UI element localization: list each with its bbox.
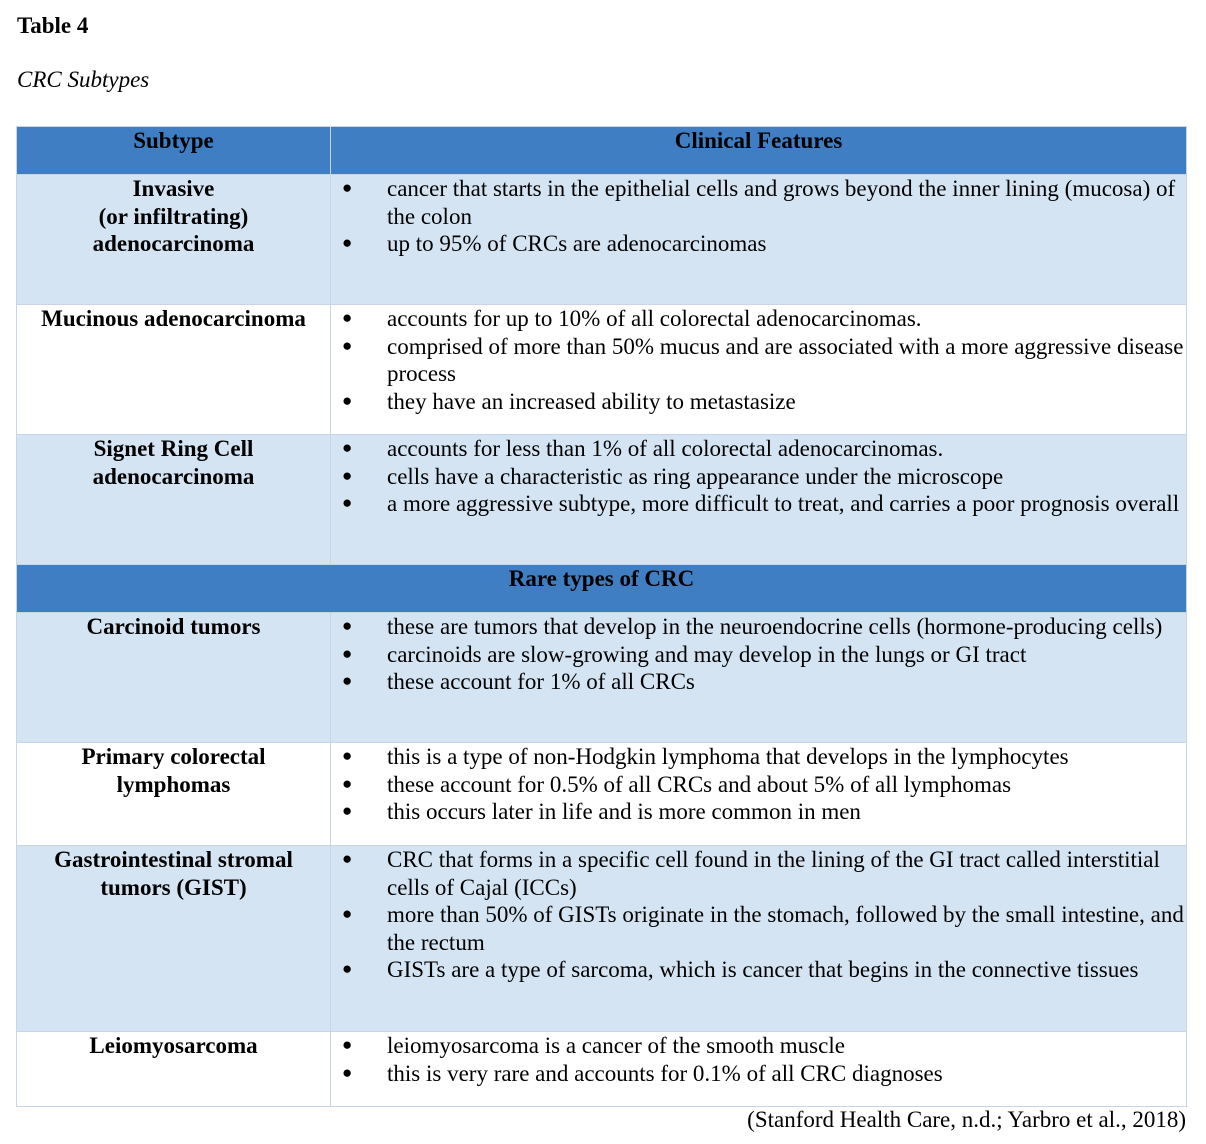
subtype-line: Primary colorectal — [81, 744, 266, 769]
feature-item: ● a more aggressive subtype, more difficult to treat, and carries a poor prognosis overall — [342, 491, 1180, 516]
feature-item: ● more than 50% of GISTs originate in the stomach, followed by the small intestine, and the rectum — [342, 902, 1184, 955]
feature-item: ● these are tumors that develop in the neuroendocrine cells (hormone-producing cells) — [342, 614, 1163, 639]
subtype-cell — [17, 846, 331, 1032]
column-header-clinical-features: Clinical Features — [331, 127, 1187, 175]
features-cell — [331, 1032, 1187, 1107]
subtype-line: Carcinoid tumors — [86, 614, 261, 639]
feature-item: ● leiomyosarcoma is a cancer of the smooth muscle — [342, 1033, 845, 1058]
bullet-icon: ● — [342, 438, 353, 457]
bullet-icon: ● — [342, 493, 353, 512]
bullet-icon: ● — [342, 801, 353, 820]
subtype-cell — [17, 613, 331, 743]
bullet-icon: ● — [342, 904, 353, 923]
feature-item: ● comprised of more than 50% mucus and are associated with a more aggressive disease process — [342, 333, 1184, 386]
subtype-line: (or infiltrating) — [98, 203, 249, 229]
bullet-icon: ● — [342, 643, 353, 663]
features-cell — [331, 743, 1187, 846]
table-row — [17, 435, 1187, 565]
bullet-icon: ● — [342, 773, 353, 793]
subtype-cell — [17, 435, 331, 565]
features-cell — [331, 435, 1187, 565]
feature-item: ● they have an increased ability to metastasize — [342, 388, 796, 414]
feature-item: ● CRC that forms in a specific cell found in the lining of the GI tract called interstitial cells of Cajal (ICCs) — [342, 847, 1160, 900]
table-row — [17, 305, 1187, 435]
subtype-cell — [17, 1032, 331, 1107]
subtype-line: lymphomas — [116, 771, 231, 797]
bullet-icon: ● — [342, 959, 353, 978]
bullet-icon: ● — [342, 849, 353, 868]
subtype-line: Leiomyosarcoma — [89, 1033, 258, 1058]
features-cell — [331, 613, 1187, 743]
bullet-icon: ● — [342, 746, 353, 765]
feature-item: ● this is a type of non-Hodgkin lymphoma that develops in the lymphocytes — [342, 744, 1069, 769]
subtype-line: adenocarcinoma — [92, 231, 255, 256]
feature-item: ● this occurs later in life and is more common in men — [342, 799, 861, 824]
section-header-rare-types: Rare types of CRC — [17, 565, 1187, 613]
subtype-line: Mucinous adenocarcinoma — [41, 306, 306, 331]
table-label: Table 4 — [17, 13, 89, 38]
feature-item: ● accounts for less than 1% of all colorectal adenocarcinomas. — [342, 436, 944, 461]
table-row — [17, 613, 1187, 743]
table-row — [17, 1032, 1187, 1107]
feature-item: ● up to 95% of CRCs are adenocarcinomas — [342, 231, 767, 256]
section-header-row — [17, 565, 1187, 613]
feature-item: ● GISTs are a type of sarcoma, which is cancer that begins in the connective tissues — [342, 957, 1139, 982]
feature-item: ● cancer that starts in the epithelial cells and grows beyond the inner lining (mucosa) of the colon — [342, 176, 1176, 229]
bullet-icon: ● — [342, 178, 353, 197]
crc-subtypes-table — [16, 126, 1187, 1107]
features-cell — [331, 175, 1187, 305]
feature-item: ● accounts for up to 10% of all colorectal adenocarcinomas. — [342, 306, 922, 331]
table-row — [17, 846, 1187, 1032]
subtype-line: Invasive — [132, 176, 215, 201]
feature-item: ● this is very rare and accounts for 0.1% of all CRC diagnoses — [342, 1060, 943, 1086]
feature-item: ● these account for 1% of all CRCs — [342, 669, 695, 694]
header-row — [17, 127, 1187, 175]
bullet-icon: ● — [342, 616, 353, 635]
bullet-icon: ● — [342, 335, 353, 355]
table-row — [17, 743, 1187, 846]
bullet-icon: ● — [342, 233, 353, 252]
bullet-icon: ● — [342, 671, 353, 690]
table-row — [17, 175, 1187, 305]
table-title: CRC Subtypes — [17, 67, 150, 92]
features-cell — [331, 846, 1187, 1032]
features-cell — [331, 305, 1187, 435]
subtype-line: adenocarcinoma — [92, 463, 255, 489]
feature-item: ● cells have a characteristic as ring appearance under the microscope — [342, 463, 1004, 489]
subtype-cell — [17, 305, 331, 435]
bullet-icon: ● — [342, 1035, 353, 1054]
feature-item: ● these account for 0.5% of all CRCs and about 5% of all lymphomas — [342, 771, 1012, 797]
subtype-line: tumors (GIST) — [100, 874, 247, 900]
column-header-subtype: Subtype — [17, 127, 331, 175]
subtype-line: Signet Ring Cell — [93, 436, 254, 461]
bullet-icon: ● — [342, 308, 353, 327]
subtype-cell — [17, 175, 331, 305]
subtype-cell — [17, 743, 331, 846]
subtype-line: Gastrointestinal stromal — [54, 847, 293, 872]
bullet-icon: ● — [342, 1062, 353, 1082]
source-citation: (Stanford Health Care, n.d.; Yarbro et al., 2018) — [747, 1107, 1186, 1132]
bullet-icon: ● — [342, 465, 353, 485]
bullet-icon: ● — [342, 390, 353, 410]
feature-item: ● carcinoids are slow-growing and may develop in the lungs or GI tract — [342, 641, 1027, 667]
